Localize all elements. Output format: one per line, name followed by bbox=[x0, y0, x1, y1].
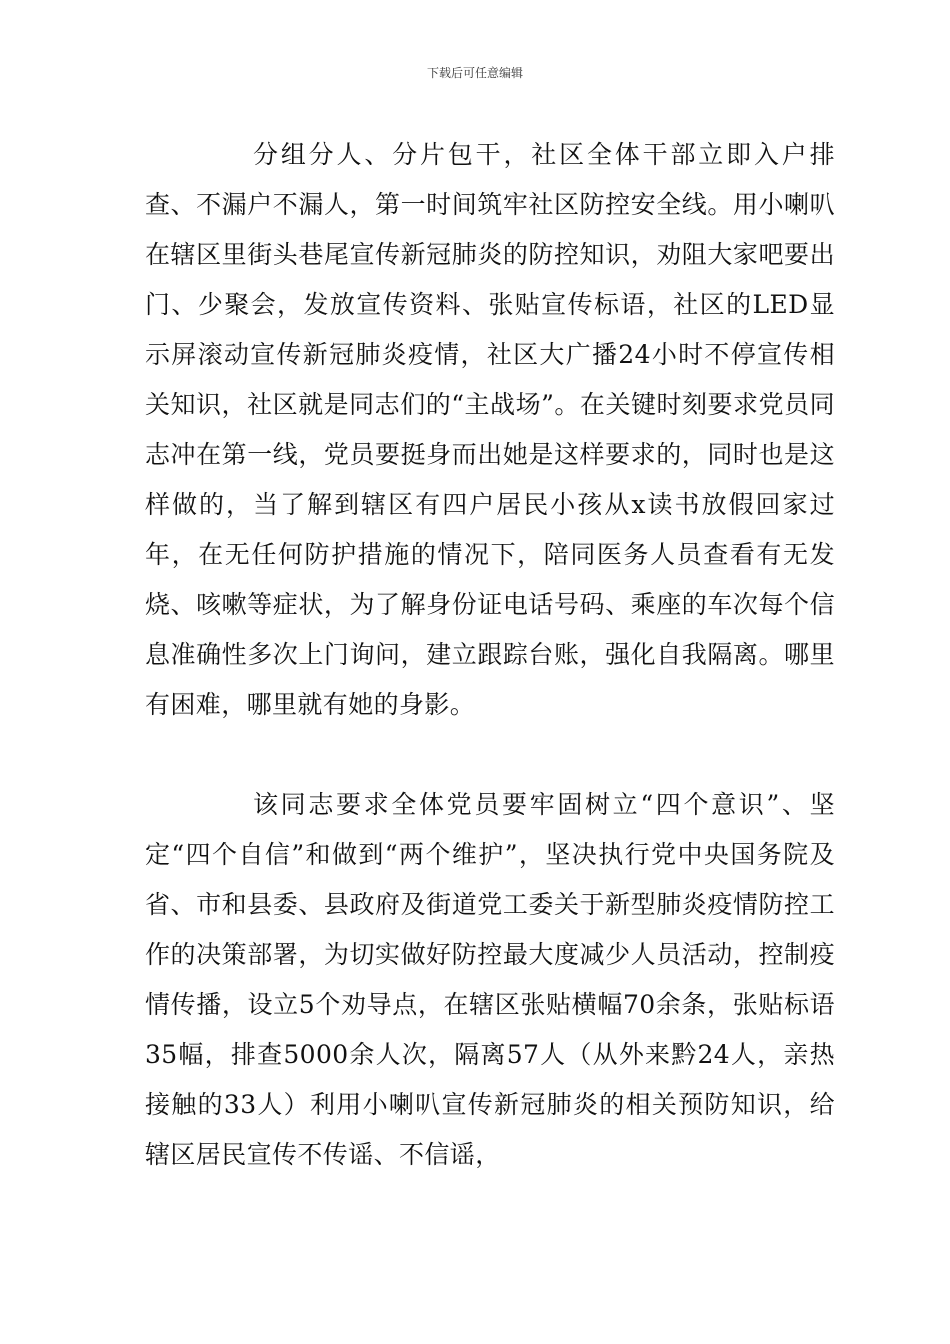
document-body bbox=[145, 130, 835, 1180]
page-header-note: 下载后可任意编辑 bbox=[426, 66, 523, 80]
paragraph-1: 分组分人、分片包干，社区全体干部立即入户排查、不漏户不漏人，第一时间筑牢社区防控安全线。用小喇叭在辖区里街头巷尾宣传新冠肺炎的防控知识，劝阻大家吧要出门、少聚会，发放宣传资料、张贴宣传标语，社区的LED显示屏滚动宣传新冠肺炎疫情，社区大广播24小时不停宣传相关知识，社区就是同志们的“主战场”。在关键时刻要求党员同志冲在第一线，党员要挺身而出她是这样要求的，同时也是这样做的，当了解到辖区有四户居民小孩从x读书放假回家过年，在无任何防护措施的情况下，陪同医务人员查看有无发烧、咳嗽等症状，为了解身份证电话号码、乘座的车次每个信息准确性多次上门询问，建立跟踪台账，强化自我隔离。哪里有困难，哪里就有她的身影。 bbox=[145, 140, 835, 719]
paragraph-2: 该同志要求全体党员要牢固树立“四个意识”、坚定“四个自信”和做到“两个维护”，坚决执行党中央国务院及省、市和县委、县政府及街道党工委关于新型肺炎疫情防控工作的决策部署，为切实做好防控最大度减少人员活动，控制疫情传播，设立5个劝导点，在辖区张贴横幅70余条，张贴标语35幅，排查5000余人次，隔离57人（从外来黔24人，亲热接触的33人）利用小喇叭宣传新冠肺炎的相关预防知识，给辖区居民宣传不传谣、不信谣， bbox=[145, 790, 835, 1169]
